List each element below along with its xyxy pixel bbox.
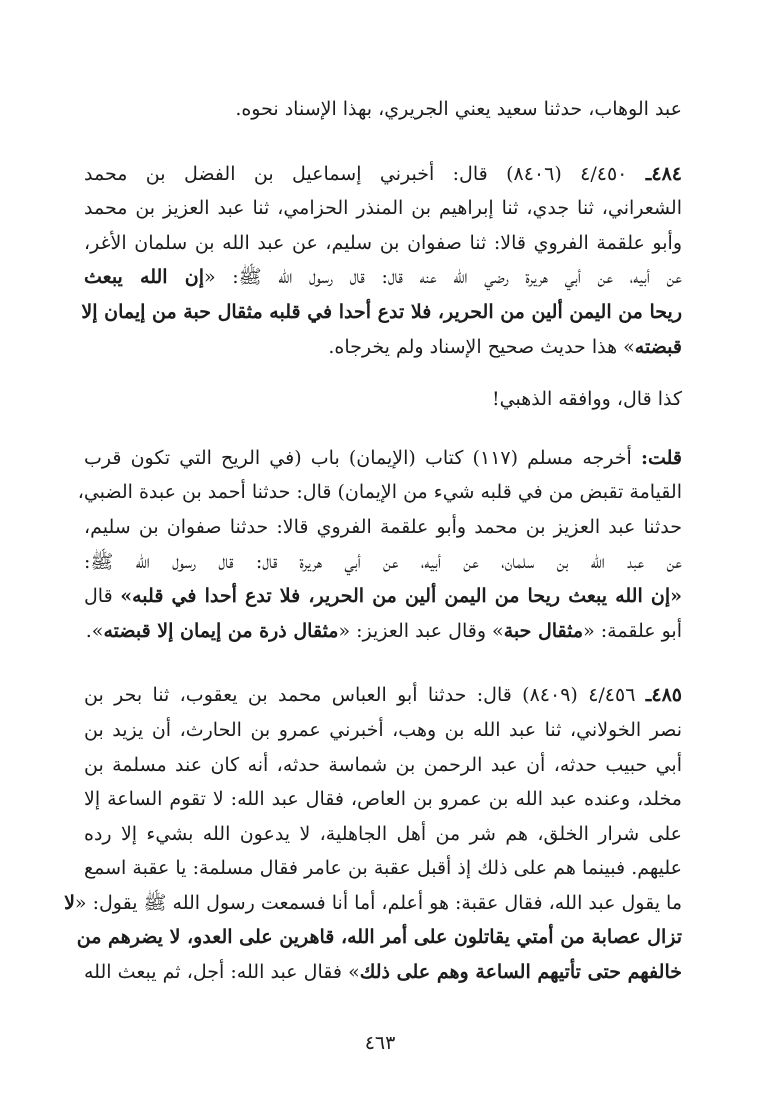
hadith-485-line-4: مخلد، وعنده عبد الله بن عمرو بن العاص، فقال عبد الله: لا تقوم الساعة إلا — [84, 788, 682, 811]
hadith-485 — [64, 678, 682, 989]
hadith-484-line-4: عن أبيه، عن أبي هريرة رضي الله عنه قال: قال رسول الله ﷺ: «إن الله يبعث — [84, 266, 682, 289]
hadith-484 — [81, 157, 682, 365]
hadith-485-line-6: عليهم. فبينما هم على ذلك إذ أقبل عقبة بن عامر فقال مسلمة: يا عقبة اسمع — [84, 857, 682, 880]
qult-line-6: أبو علقمة: «مثقال حبة» وقال عبد العزيز: «مثقال ذرة من إيمان إلا قبضته». — [85, 619, 682, 642]
hadith-485-line-3: أبي حبيب حدثه، أن عبد الرحمن بن شماسة حدثه، أنه كان عند مسلمة بن — [84, 753, 682, 776]
hadith-485-line-8: تزال عصابة من أمتي يقاتلون على أمر الله، قاهرين على العدو، لا يضرهم من — [76, 926, 682, 949]
hadith-485-line-9: خالفهم حتى تأتيهم الساعة وهم على ذلك» فقال عبد الله: أجل، ثم يبعث الله — [84, 961, 682, 984]
opening-line: عبد الوهاب، حدثنا سعيد يعني الجريري، بهذا الإسناد نحوه. — [235, 98, 682, 120]
hadith-485-line-7: ما يقول عبد الله، فقال عقبة: هو أعلم، أما أنا فسمعت رسول الله ﷺ يقول: «لا — [64, 891, 682, 914]
commentary-qult — [77, 441, 682, 649]
page-number: ٤٦٣ — [364, 1032, 396, 1054]
hadith-484-line-1: ٤٨٤ـ ٤/٤٥٠ (٨٤٠٦) قال: أخبرني إسماعيل بن الفضل بن محمد — [84, 162, 682, 185]
hadith-485-line-1: ٤٨٥ـ ٤/٤٥٦ (٨٤٠٩) قال: حدثنا أبو العباس محمد بن يعقوب، ثنا بحر بن — [84, 684, 682, 707]
qult-line-1: قلت: أخرجه مسلم (١١٧) كتاب (الإيمان) باب (في الريح التي تكون قرب — [84, 446, 682, 469]
hadith-484-line-6: قبضته» هذا حديث صحيح الإسناد ولم يخرجاه. — [328, 335, 682, 358]
dhahabi-note: كذا قال، ووافقه الذهبي! — [492, 388, 682, 411]
hadith-485-line-5: على شرار الخلق، هم شر من أهل الجاهلية، لا يدعون الله بشيء إلا رده — [84, 822, 682, 845]
hadith-number: ٤٨٥ـ — [645, 684, 682, 707]
qult-line-4: عن عبد الله بن سلمان، عن أبيه، عن أبي هريرة قال: قال رسول الله ﷺ: — [84, 550, 682, 573]
hadith-number: ٤٨٤ـ — [645, 162, 682, 185]
qult-line-2: القيامة تقبض من في قلبه شيء من الإيمان) قال: حدثنا أحمد بن عبدة الضبي، — [77, 481, 682, 504]
page-body — [64, 92, 682, 990]
hadith-484-line-5: ريحا من اليمن ألين من الحرير، فلا تدع أحدا في قلبه مثقال حبة من إيمان إلا — [81, 300, 682, 323]
hadith-484-line-3: وأبو علقمة الفروي قالا: ثنا صفوان بن سليم، عن عبد الله بن سلمان الأغر، — [84, 231, 682, 254]
hadith-485-line-2: نصر الخولاني، ثنا عبد الله بن وهب، أخبرني عمرو بن الحارث، أن يزيد بن — [84, 718, 682, 741]
qult-line-3: حدثنا عبد العزيز بن محمد وأبو علقمة الفروي قالا: حدثنا صفوان بن سليم، — [84, 515, 682, 538]
hadith-484-line-2: الشعراني، ثنا جدي، ثنا إبراهيم بن المنذر الحزامي، ثنا عبد العزيز بن محمد — [84, 197, 682, 220]
qult-line-5: «إن الله يبعث ريحا من اليمن ألين من الحرير، فلا تدع أحدا في قلبه» قال — [84, 585, 682, 608]
